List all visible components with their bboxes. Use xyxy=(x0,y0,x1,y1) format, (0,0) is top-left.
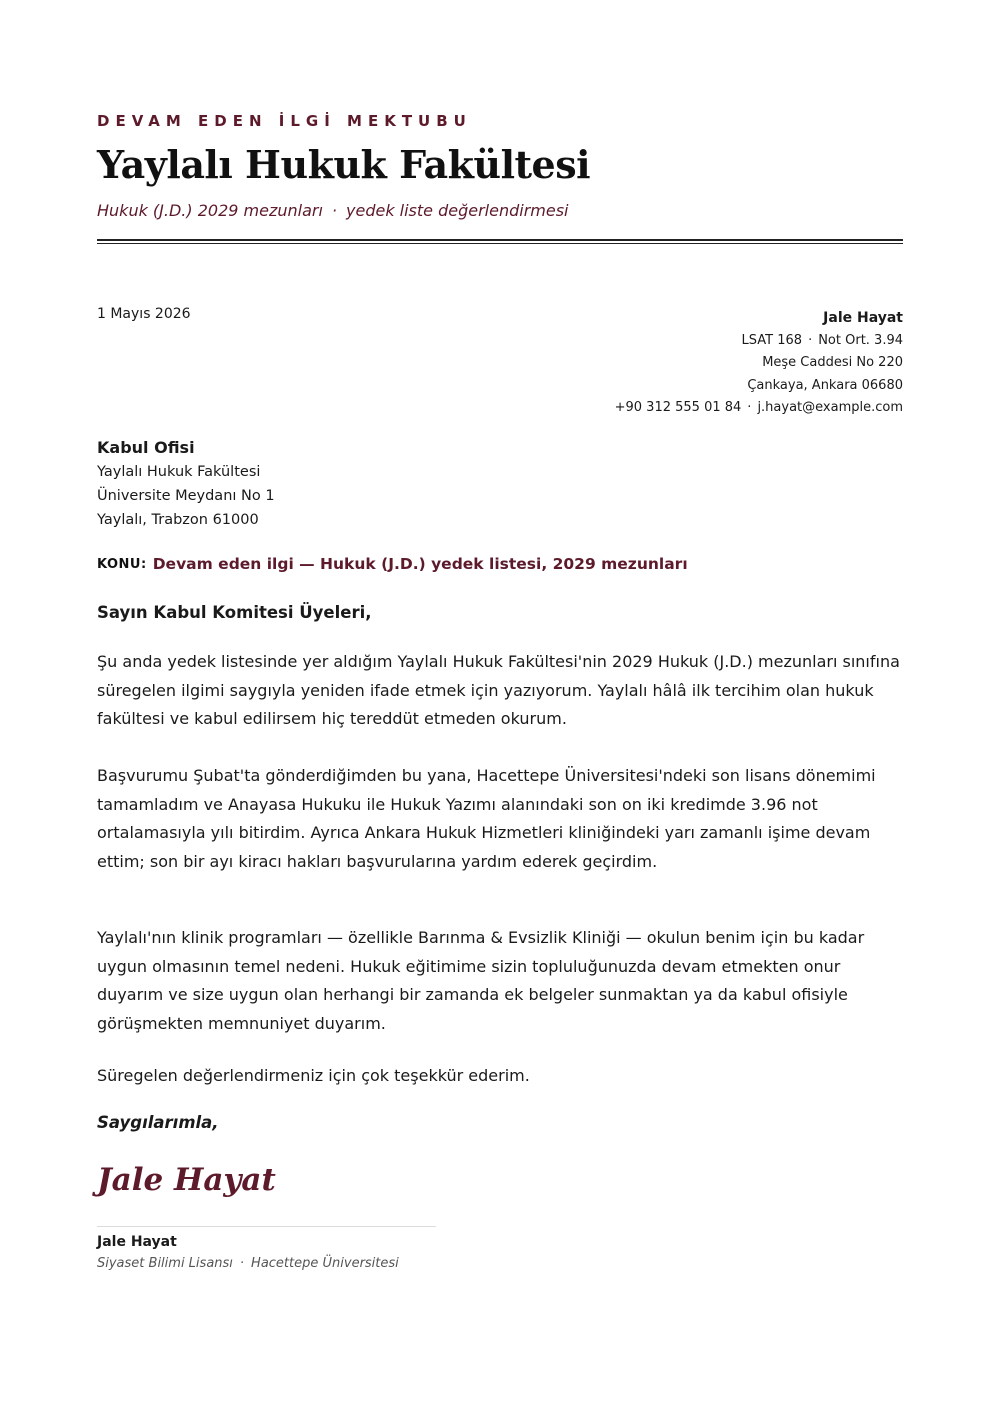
signature-rule xyxy=(97,1226,436,1227)
subject-text: Devam eden ilgi — Hukuk (J.D.) yedek listesi, 2029 mezunları xyxy=(152,555,688,573)
sender-contact-separator: · xyxy=(747,400,752,415)
body-paragraph-2: Başvurumu Şubat'ta gönderdiğimden bu yana, Hacettepe Üniversitesi'ndeki son lisans dönemimi tamamladım ve Anayasa Hukuku ile Hukuk Yazımı alanındaki son on iki kredimde 3.96 not ortalamasıyla yılı bitirdim. Ayrıca Ankara Hukuk Hizmetleri kliniğindeki yarı zamanlı işime devam ettim; son bir ayı kiracı hakları başvurularına yardım ederek geçirdim. xyxy=(97,766,876,871)
header-rule-bottom xyxy=(97,243,903,244)
school-title: Yaylalı Hukuk Fakültesi xyxy=(97,142,591,187)
subject-label: KONU: xyxy=(97,557,147,572)
subject-line xyxy=(97,554,688,573)
sender-city: Çankaya, Ankara 06680 xyxy=(747,377,903,393)
letter-date: 1 Mayıs 2026 xyxy=(97,306,191,322)
recipient-city: Yaylalı, Trabzon 61000 xyxy=(97,512,259,528)
recipient-block xyxy=(97,436,275,532)
recipient-office: Kabul Ofisi xyxy=(97,438,195,457)
sender-scores xyxy=(615,330,903,353)
handwritten-signature: Jale Hayat xyxy=(97,1162,276,1198)
sender-block xyxy=(615,307,903,420)
body-paragraph-3: Yaylalı'nın klinik programları — özellikle Barınma & Evsizlik Kliniği — okulun benim için bu kadar uygun olmasının temel nedeni. Hukuk eğitimime sizin topluluğunuzda devam etmekten onur duyarım ve size uygun olan herhangi bir zamanda ek belgeler sunmaktan ya da kabul ofisiyle görüşmekten memnuniyet duyarım. xyxy=(97,928,865,1033)
signature-degree: Siyaset Bilimi Lisansı xyxy=(97,1256,233,1271)
recipient-school: Yaylalı Hukuk Fakültesi xyxy=(97,464,261,480)
sender-email: j.hayat@example.com xyxy=(757,400,903,415)
sender-phone: +90 312 555 01 84 xyxy=(614,400,742,415)
signature-name: Jale Hayat xyxy=(97,1234,177,1250)
signature-separator: · xyxy=(239,1256,245,1271)
body-paragraph-1: Şu anda yedek listesinde yer aldığım Yaylalı Hukuk Fakültesi'nin 2029 Hukuk (J.D.) mezunları sınıfına süregelen ilgimi saygıyla yeniden ifade etmek için yazıyorum. Yaylalı hâlâ ilk tercihim olan hukuk fakültesi ve kabul edilirsem hiç tereddüt etmeden okurum. xyxy=(97,652,900,729)
subtitle-separator: · xyxy=(331,201,337,220)
subtitle-program: Hukuk (J.D.) 2029 mezunları xyxy=(97,201,323,220)
header-rule-top xyxy=(97,239,903,241)
sender-gpa: Not Ort. 3.94 xyxy=(818,332,903,348)
closing: Saygılarımla, xyxy=(97,1113,219,1132)
signature-credentials xyxy=(97,1256,399,1271)
subtitle-status: yedek liste değerlendirmesi xyxy=(346,201,569,220)
sender-scores-separator: · xyxy=(808,332,813,348)
body-paragraph-4: Süregelen değerlendirmeniz için çok teşekkür ederim. xyxy=(97,1066,530,1085)
sender-lsat: LSAT 168 xyxy=(741,332,803,348)
signature-university: Hacettepe Üniversitesi xyxy=(251,1256,399,1271)
recipient-street: Üniversite Meydanı No 1 xyxy=(97,488,275,504)
letter-type-eyebrow: DEVAM EDEN İLGİ MEKTUBU xyxy=(97,112,472,130)
sender-contact xyxy=(615,397,903,420)
sender-name: Jale Hayat xyxy=(823,310,903,326)
salutation: Sayın Kabul Komitesi Üyeleri, xyxy=(97,603,372,622)
sender-street: Meşe Caddesi No 220 xyxy=(762,355,903,370)
letter-subtitle xyxy=(97,201,569,220)
